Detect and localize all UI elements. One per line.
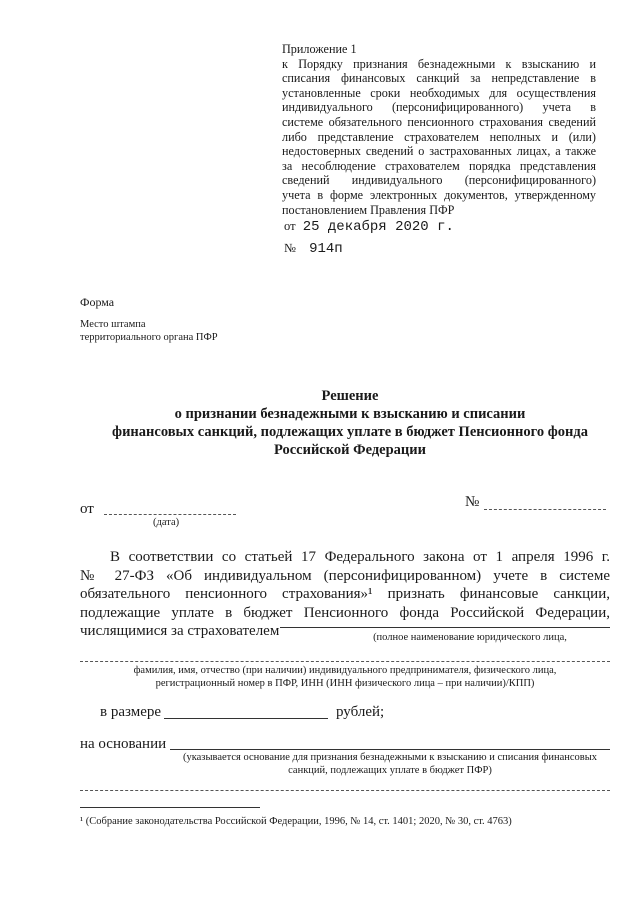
legal-entity-caption: (полное наименование юридического лица,: [373, 632, 567, 643]
from-label: от: [80, 501, 94, 517]
body-line: № 27-ФЗ «Об индивидуальном (персонифицированном) учете в системе: [80, 567, 610, 584]
legal-entity-field-line[interactable]: [280, 627, 610, 628]
amount-label: в размере: [100, 704, 162, 720]
form-label: Форма: [80, 295, 115, 309]
title-line: финансовых санкций, подлежащих уплате в бюджет Пенсионного фонда: [112, 424, 588, 440]
title-line: о признании безнадежными к взысканию и списании: [174, 406, 526, 422]
title-line: Российской Федерации: [273, 442, 426, 458]
basis-caption: [170, 751, 610, 777]
title-line: Решение: [321, 388, 379, 404]
number-label: №: [465, 494, 480, 510]
appendix-line: сведений индивидуального (персонифицированного): [282, 173, 596, 188]
person-caption-line: фамилия, имя, отчество (при наличии) индивидуального предпринимателя, физического лица,: [133, 665, 557, 676]
body-line: В соответствии со статьей 17 Федерального закона от 1 апреля 1996 г.: [110, 549, 610, 565]
basis-caption-line: санкций, подлежащих уплате в бюджет ПФР): [288, 765, 492, 776]
document-title: [60, 387, 640, 459]
appendix-number: [284, 241, 343, 257]
appendix-line: системе обязательного пенсионного страхования сведений: [282, 114, 596, 129]
appendix-line: списания финансовых санкций за непредставление в: [282, 71, 596, 86]
amount-field-line[interactable]: [164, 718, 328, 719]
body-line: числящимися за страхователем: [80, 623, 280, 639]
footnote: ¹ (Собрание законодательства Российской Федерации, 1996, № 14, ст. 1401; 2020, № 30, ст. 4763): [80, 816, 512, 827]
person-field-line[interactable]: [80, 661, 610, 662]
appendix-line: учета в форме электронных документов, утвержденному: [282, 187, 596, 202]
appendix-date-prefix: от: [284, 219, 296, 233]
date-field-line[interactable]: [104, 514, 236, 515]
basis-extra-line[interactable]: [80, 790, 610, 791]
number-field-line[interactable]: [484, 509, 606, 510]
person-caption-line: регистрационный номер в ПФР, ИНН (ИНН физического лица – при наличии)/КПП): [155, 678, 535, 689]
stamp-place: [80, 318, 218, 344]
appendix-line: недостоверных сведений о застрахованных лицах, а также: [282, 144, 596, 159]
person-caption: [80, 664, 610, 690]
amount-unit: рублей;: [336, 704, 385, 720]
appendix-line: к Порядку признания безнадежными к взысканию и: [282, 56, 596, 71]
appendix-number-prefix: №: [284, 241, 296, 255]
body-line: обязательного пенсионного страхования»¹ признать финансовые санкции,: [80, 586, 610, 602]
appendix-number-value: 914п: [309, 241, 343, 257]
appendix-line: постановлением Правления ПФР: [282, 202, 455, 217]
appendix-date: [284, 219, 454, 235]
basis-caption-line: (указывается основание для признания безнадежными к взысканию и списания финансовых: [182, 752, 598, 763]
appendix-line: за несоблюдение страхователем порядка представления: [282, 158, 596, 173]
appendix-date-value: 25 декабря 2020 г.: [302, 219, 454, 235]
appendix-block: [282, 42, 596, 217]
date-caption: (дата): [153, 517, 180, 528]
stamp-place-line: Место штампа: [80, 319, 146, 330]
stamp-place-line: территориального органа ПФР: [80, 332, 218, 343]
basis-label: на основании: [80, 736, 167, 752]
body-line: подлежащие уплате в бюджет Пенсионного фонда Российской Федерации,: [80, 604, 610, 621]
appendix-line: индивидуального (персонифицированного) учета в: [282, 100, 596, 115]
basis-field-line[interactable]: [170, 749, 610, 750]
appendix-line: либо представление страхователем неполных и (или): [282, 129, 596, 144]
appendix-line: установленные сроки необходимых для осуществления: [282, 85, 596, 100]
appendix-line: Приложение 1: [282, 42, 357, 56]
footnote-separator: [80, 807, 260, 808]
